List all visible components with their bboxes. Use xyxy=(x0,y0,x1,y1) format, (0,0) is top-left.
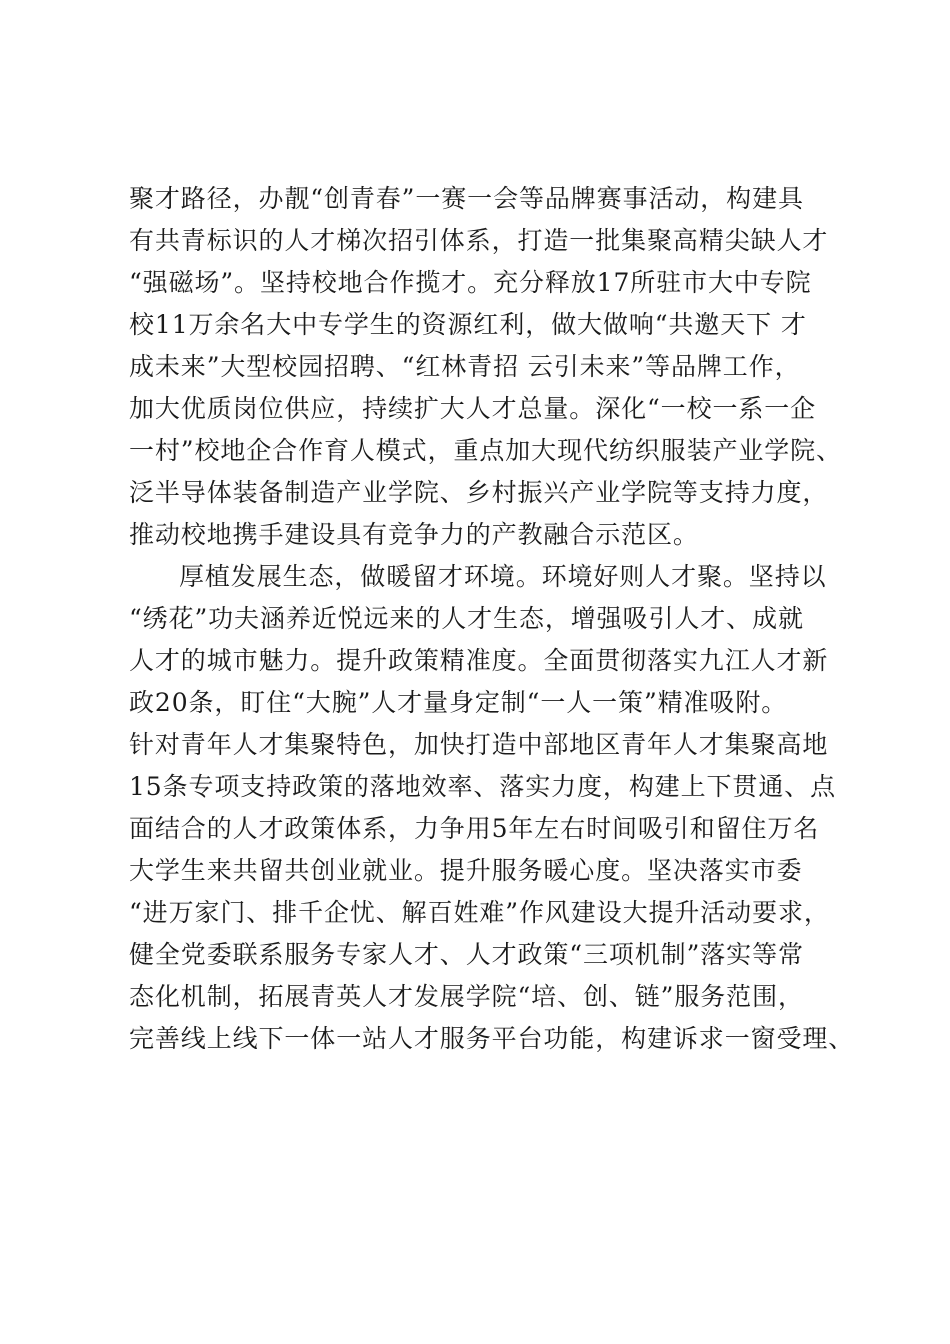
text-line: “绣花”功夫涵养近悦远来的人才生态，增强吸引人才、成就 xyxy=(129,604,804,633)
text-line: 校11万余名大中专学生的资源红利，做大做响“共邀天下 才 xyxy=(129,310,807,339)
text-line: “进万家门、排千企忧、解百姓难”作风建设大提升活动要求， xyxy=(129,898,830,927)
text-line: 针对青年人才集聚特色，加快打造中部地区青年人才集聚高地 xyxy=(129,730,829,759)
text-line: 泛半导体装备制造产业学院、乡村振兴产业学院等支持力度， xyxy=(129,478,829,507)
text-line: 加大优质岗位供应，持续扩大人才总量。深化“一校一系一企 xyxy=(129,394,817,423)
text-line: 推动校地携手建设具有竞争力的产教融合示范区。 xyxy=(129,520,699,549)
text-line: 面结合的人才政策体系，力争用5年左右时间吸引和留住万名 xyxy=(129,814,820,843)
text-line: “强磁场”。坚持校地合作揽才。充分释放17所驻市大中专院 xyxy=(129,268,812,297)
text-line: 一村”校地企合作育人模式，重点加大现代纺织服装产业学院、 xyxy=(129,436,842,465)
paragraph-first-line: 厚植发展生态，做暖留才环境。环境好则人才聚。坚持以 xyxy=(179,562,827,591)
text-line: 聚才路径，办靓“创青春”一赛一会等品牌赛事活动，构建具 xyxy=(129,184,804,213)
text-line: 政20条，盯住“大腕”人才量身定制“一人一策”精准吸附。 xyxy=(129,688,788,717)
body-text xyxy=(129,178,855,1060)
text-line: 健全党委联系服务专家人才、人才政策“三项机制”落实等常 xyxy=(129,940,804,969)
text-line: 完善线上线下一体一站人才服务平台功能，构建诉求一窗受理、 xyxy=(129,1024,855,1053)
text-line: 人才的城市魅力。提升政策精准度。全面贯彻落实九江人才新 xyxy=(129,646,829,675)
text-line: 15条专项支持政策的落地效率、落实力度，构建上下贯通、点 xyxy=(129,772,837,801)
text-line: 成未来”大型校园招聘、“红林青招 云引未来”等品牌工作， xyxy=(129,352,801,381)
text-line: 大学生来共留共创业就业。提升服务暖心度。坚决落实市委 xyxy=(129,856,803,885)
text-line: 态化机制，拓展青英人才发展学院“培、创、链”服务范围， xyxy=(129,982,804,1011)
text-line: 有共青标识的人才梯次招引体系，打造一批集聚高精尖缺人才 xyxy=(129,226,829,255)
